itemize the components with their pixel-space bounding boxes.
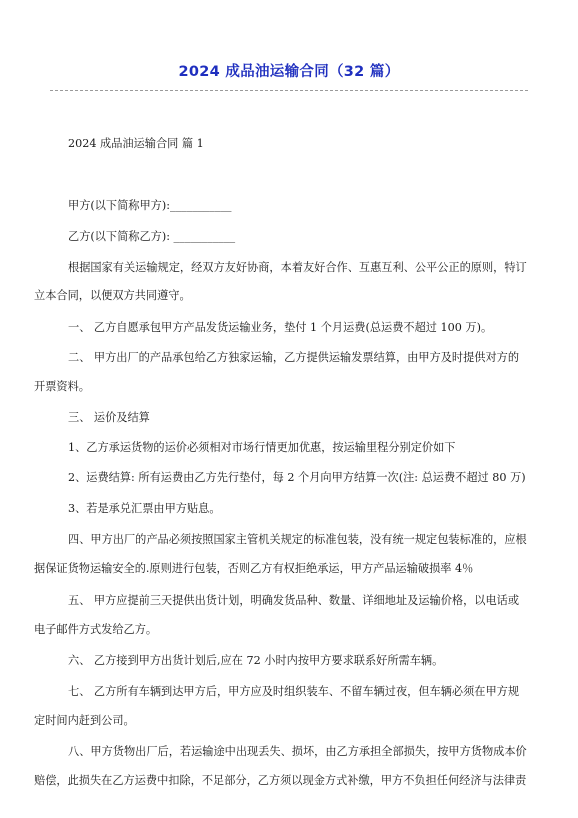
clause-3-item-3: 3、若是承兑汇票由甲方贴息。 xyxy=(68,502,221,515)
section-heading: 2024 成品油运输合同 篇 1 xyxy=(68,137,204,150)
clause-2-line-2: 开票资料。 xyxy=(34,380,90,393)
clause-4-line-1: 四、甲方出厂的产品必须按照国家主管机关规定的标准包装，没有统一规定包装标准的，应根 xyxy=(68,533,527,546)
clause-6: 六、 乙方接到甲方出货计划后,应在 72 小时内按甲方要求联系好所需车辆。 xyxy=(68,654,444,667)
document-title: 2024 成品油运输合同（32 篇） xyxy=(178,64,400,80)
clause-7-line-1: 七、 乙方所有车辆到达甲方后，甲方应及时组织装车、不留车辆过夜，但车辆必须在甲方规 xyxy=(68,685,520,698)
intro-paragraph-line-1: 根据国家有关运输规定，经双方友好协商，本着友好合作、互惠互利、公平公正的原则，特订 xyxy=(68,261,527,274)
clause-3-item-2: 2、运费结算: 所有运费由乙方先行垫付，每 2 个月向甲方结算一次(注: 总运费不超过 80 万) xyxy=(68,471,526,484)
clause-5-line-2: 电子邮件方式发给乙方。 xyxy=(34,623,158,636)
clause-2-line-1: 二、 甲方出厂的产品承包给乙方独家运输，乙方提供运输发票结算，由甲方及时提供对方的 xyxy=(68,351,520,364)
clause-5-line-1: 五、 甲方应提前三天提供出货计划，明确发货品种、数量、详细地址及运输价格，以电话或 xyxy=(68,594,520,607)
clause-1: 一、 乙方自愿承包甲方产品发货运输业务，垫付 1 个月运费(总运费不超过 100 万)。 xyxy=(68,321,493,334)
party-a-line: 甲方(以下简称甲方):___________ xyxy=(68,199,232,212)
party-b-line: 乙方(以下简称乙方): ___________ xyxy=(68,230,236,243)
clause-8-line-1: 八、甲方货物出厂后，若运输途中出现丢失、损坏，由乙方承担全部损失，按甲方货物成本价 xyxy=(68,745,527,758)
clause-8-line-2: 赔偿，此损失在乙方运费中扣除，不足部分，乙方须以现金方式补缴，甲方不负担任何经济与法律责 xyxy=(34,774,527,787)
clause-3-heading: 三、 运价及结算 xyxy=(68,411,150,424)
clause-3-item-1: 1、乙方承运货物的运价必须相对市场行情更加优惠，按运输里程分别定价如下 xyxy=(68,441,456,454)
title-divider xyxy=(50,90,528,91)
intro-paragraph-line-2: 立本合同，以便双方共同遵守。 xyxy=(34,289,191,302)
clause-7-line-2: 定时间内赶到公司。 xyxy=(34,714,135,727)
clause-4-line-2: 据保证货物运输安全的.原则进行包装，否则乙方有权拒绝承运，甲方产品运输破损率 4％ xyxy=(34,562,474,575)
